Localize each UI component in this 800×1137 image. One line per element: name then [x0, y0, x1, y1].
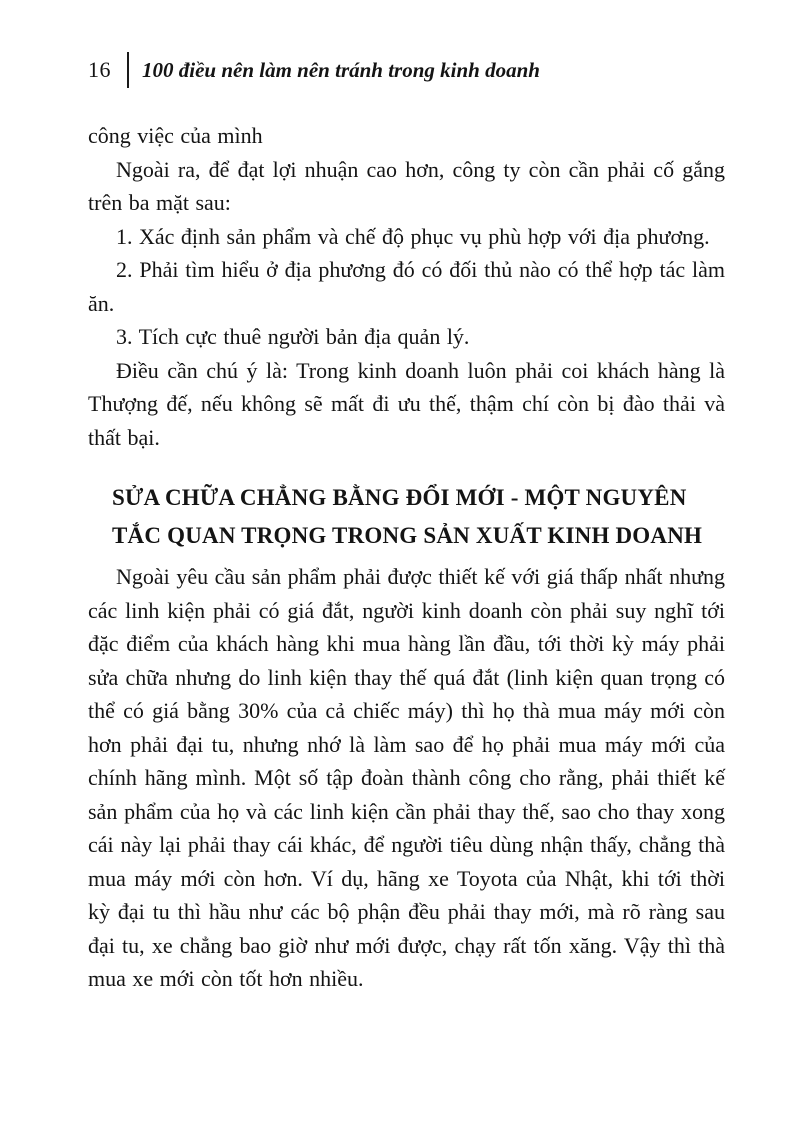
paragraph: Điều cần chú ý là: Trong kinh doanh luôn phải coi khách hàng là Thượng đế, nếu không sẽ mất đi ưu thế, thậm chí còn bị đào thải và thất bại.: [88, 357, 725, 450]
page-header: [88, 52, 725, 88]
page-body: [88, 119, 725, 996]
continuation-line: công việc của mình: [88, 123, 263, 148]
section-heading-line: TẮC QUAN TRỌNG TRONG SẢN XUẤT KINH DOANH: [112, 523, 703, 548]
numbered-item: 3. Tích cực thuê người bản địa quản lý.: [116, 324, 470, 349]
paragraph: Ngoài ra, để đạt lợi nhuận cao hơn, công ty còn cần phải cố gắng trên ba mặt sau:: [88, 156, 725, 215]
book-title: 100 điều nên làm nên tránh trong kinh doanh: [142, 57, 540, 82]
numbered-item: 2. Phải tìm hiểu ở địa phương đó có đối thủ nào có thể hợp tác làm ăn.: [88, 257, 725, 316]
section-heading-line: SỬA CHỮA CHẲNG BẰNG ĐỔI MỚI - MỘT NGUYÊN: [112, 485, 687, 510]
section-paragraph: Ngoài yêu cầu sản phẩm phải được thiết kế với giá thấp nhất nhưng các linh kiện phải có giá đắt, người kinh doanh còn phải suy nghĩ tới đặc điểm của khách hàng khi mua hàng lần đầu, tới thời kỳ máy phải sửa chữa nhưng do linh kiện thay thế quá đắt (linh kiện quan trọng có thể có giá bằng 30% của cả chiếc máy) thì họ thà mua máy mới còn hơn phải đại tu, nhưng nhớ là làm sao để họ phải mua máy mới của chính hãng mình. Một số tập đoàn thành công cho rằng, phải thiết kế sản phẩm của họ và các linh kiện cần phải thay thế, sao cho thay xong cái này lại phải thay cái khác, để người tiêu dùng nhận thấy, chẳng thà mua máy mới còn hơn. Ví dụ, hãng xe Toyota của Nhật, khi tới thời kỳ đại tu thì hầu như các bộ phận đều phải thay mới, mà rõ ràng sau đại tu, xe chẳng bao giờ như mới được, chạy rất tốn xăng. Vậy thì thà mua xe mới còn tốt hơn nhiều.: [88, 564, 725, 991]
header-divider: [127, 52, 129, 88]
page-number: 16: [88, 57, 111, 82]
numbered-item: 1. Xác định sản phẩm và chế độ phục vụ phù hợp với địa phương.: [116, 223, 710, 249]
section-heading: [112, 479, 725, 555]
